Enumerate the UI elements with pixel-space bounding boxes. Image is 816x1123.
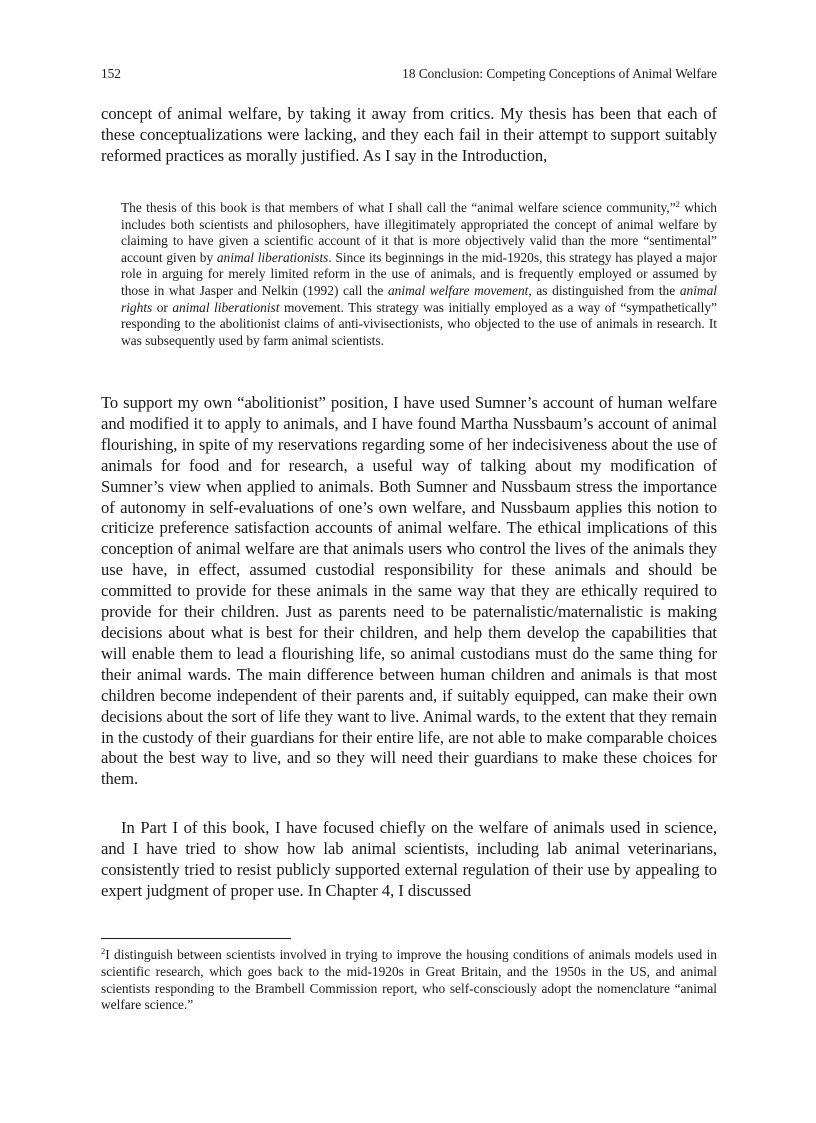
quote-emphasis-animal-liberationist: animal liberationist	[172, 299, 280, 315]
quote-text-2: which includes both scientists and philosophers, have illegitimately appropriated the concept of animal welfare by claiming to have given a scientific account of it that is more objectively valid than the more “sentimental” account given by	[121, 200, 717, 265]
footnote-reference[interactable]: 2	[675, 199, 680, 209]
page-number: 152	[101, 66, 121, 81]
quote-emphasis-animal-rights: animal rights	[121, 282, 718, 315]
quote-text-3: . Since its beginnings in the mid-1920s, this strategy has played a major role in arguing for merely limited reform in the use of animals, and is frequently employed or assumed by those in what Jasper and Nelkin (1992) call the	[121, 249, 717, 298]
quote-text-4: , as distinguished from the	[528, 282, 680, 298]
block-quote	[121, 200, 717, 349]
quote-text-6: movement. This strategy was initially employed as a way of “sympathetically” responding to the abolitionist claims of anti-vivisectionists, who objected to the use of animals in research. It was subsequently used by farm animal scientists.	[121, 299, 717, 348]
footnote-number: 2	[101, 946, 106, 956]
footnote-divider	[101, 938, 291, 939]
paragraph-1: concept of animal welfare, by taking it away from critics. My thesis has been that each of these conceptualizations were lacking, and they each fail in their attempt to support suitably reformed practices as morally justified. As I say in the Introduction,	[101, 104, 717, 165]
paragraph-3: In Part I of this book, I have focused chiefly on the welfare of animals used in science, and I have tried to show how lab animal scientists, including lab animal veterinarians, consistently tried to resist publicly supported external regulation of their use by appealing to expert judgment of proper use. In Chapter 4, I discussed	[101, 818, 717, 900]
paragraph-2: To support my own “abolitionist” position, I have used Sumner’s account of human welfare and modified it to apply to animals, and I have found Martha Nussbaum’s account of animal flourishing, in spite of my reservations regarding some of her indecisiveness about the use of animals for food and for research, a useful way of talking about my modification of Sumner’s view when applied to animals. Both Sumner and Nussbaum stress the importance of autonomy in self-evaluations of one’s own welfare, and Nussbaum applies this notion to criticize preference satisfaction accounts of animal welfare. The ethical implications of this conception of animal welfare are that animals users who control the lives of the animals they use have, in effect, assumed custodial responsibility for these animals and should be committed to provide for these animals in the same way that they are ethically required to provide for their children. Just as parents need to be paternalistic/maternalistic is making decisions about what is best for their children, and help them develop the capabilities that will enable them to lead a flourishing life, so animal custodians must do the same thing for their animal wards. The main difference between human children and animals is that most children become independent of their parents and, if suitably equipped, can make their own decisions about the sort of life they want to live. Animal wards, to the extent that they remain in the custody of their guardians for their entire life, are not able to make comparable choices about the best way to live, and so they will need their guardians to make these choices for them.	[101, 393, 717, 789]
footnote	[101, 947, 717, 1014]
quote-emphasis-animal-welfare-movement: animal welfare movement	[387, 282, 529, 298]
quote-text-5: or	[152, 299, 173, 315]
footnote-text: I distinguish between scientists involved in trying to improve the housing conditions of animals models used in scientific research, which goes back to the mid-1920s in Great Britain, and the 1950s in the US, and animal scientists responding to the Brambell Commission report, who self-consciously adopt the nomenclature “animal welfare science.”	[101, 947, 717, 1013]
quote-emphasis-animal-liberationists: animal liberationists	[216, 249, 329, 265]
running-title: 18 Conclusion: Competing Conceptions of Animal Welfare	[402, 66, 717, 81]
quote-text-1: The thesis of this book is that members of what I shall call the “animal welfare science community,”	[121, 200, 676, 215]
